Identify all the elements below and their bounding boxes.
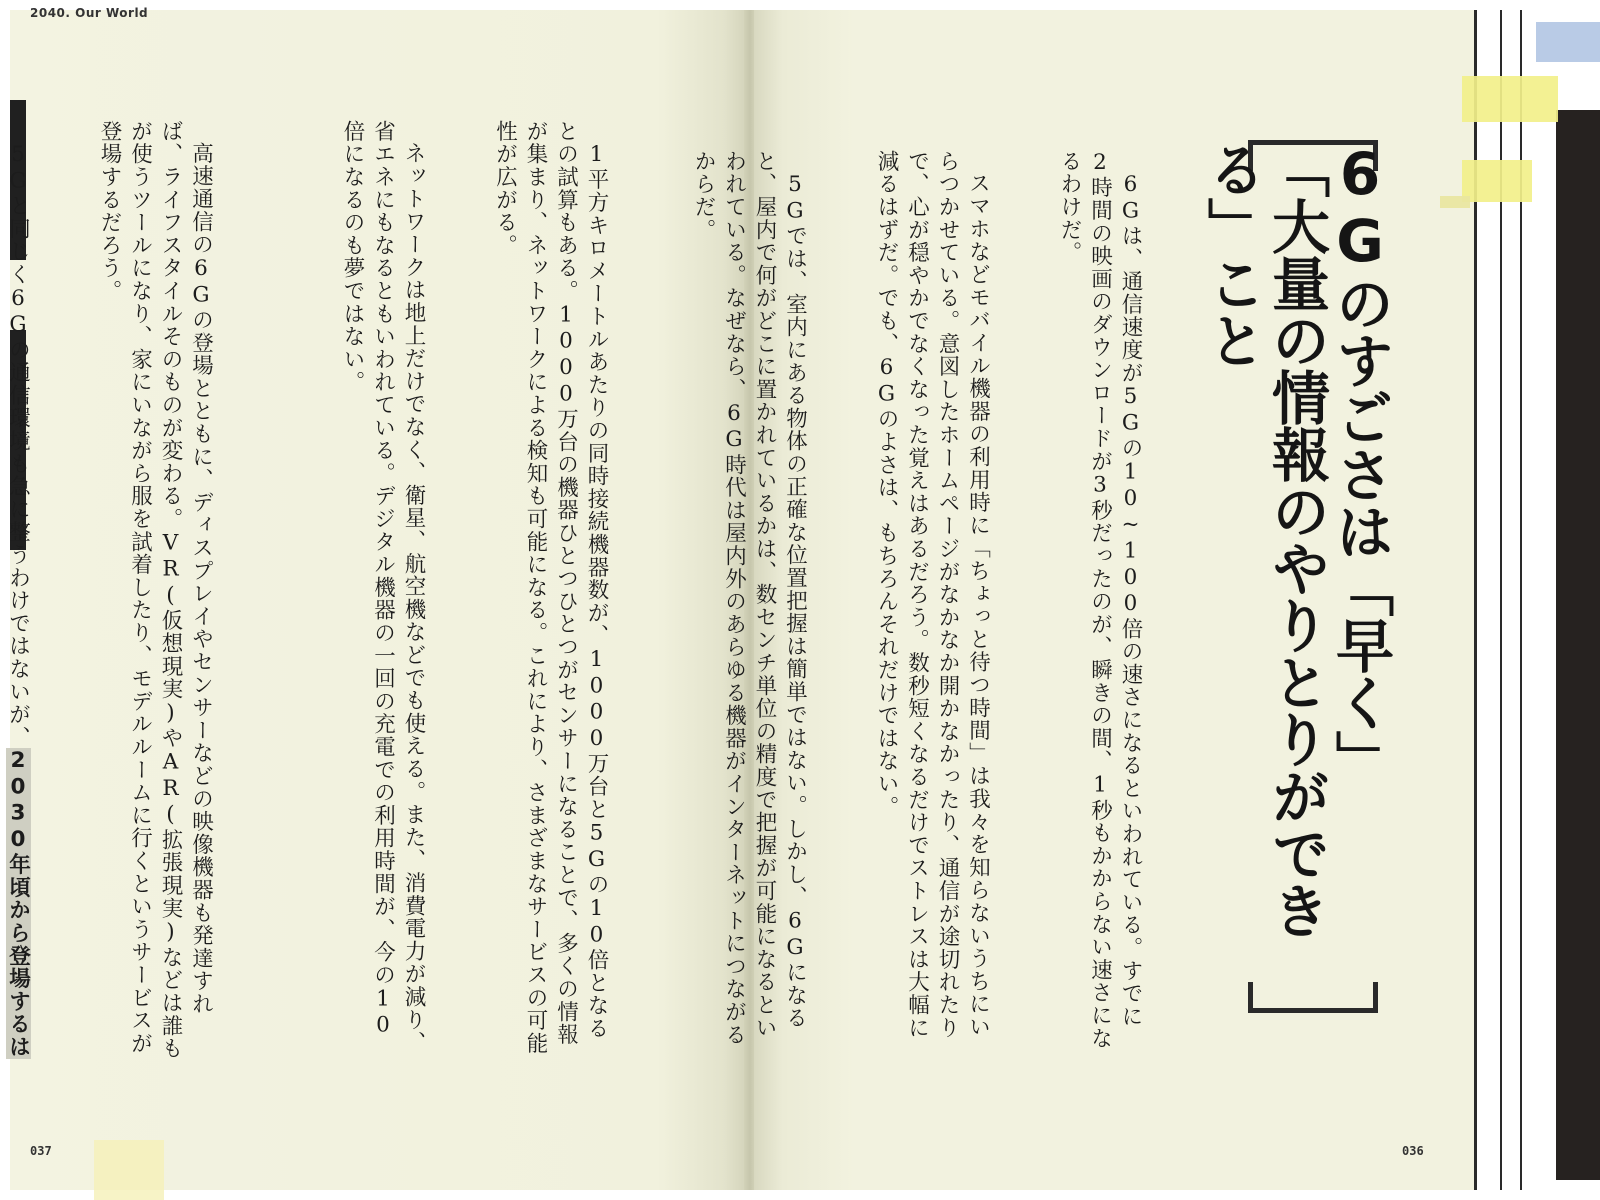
left-page-body [5, 120, 672, 1060]
left-paragraph: 高速通信の6Gの登場とともに、ディスプレイやセンサーなどの映像機器も発達すれば、ライフスタイルそのものが変わる。VR(仮想現実)やAR(拡張現実)などは誰もが使うツールになり、家にいながら服を試着したり、モデルルームに行くというサービスが登場するだろう。 [97, 120, 214, 1060]
left-paragraph: ネットワークは地上だけでなく、衛星、航空機などでも使える。また、消費電力が減り、省エネにもなるともいわれている。デジタル機器の一回の充電での利用時間が、今の10倍になるのも夢ではない。 [340, 120, 426, 1054]
sticky-tab-yellow [1462, 160, 1532, 202]
sticky-tab-yellow [1440, 196, 1470, 208]
dark-background [1556, 110, 1600, 1180]
right-page-body [691, 150, 1206, 1050]
page-number-left: 037 [30, 1144, 52, 1158]
highlighted-text: 2030年頃から登場するは [0, 120, 31, 1059]
sticky-tab-blue [1536, 22, 1600, 62]
right-paragraph: 6Gは、通信速度が5Gの10~100倍の速さになるといわれている。すでに2時間の映画のダウンロードが3秒だったのが、瞬きの間、1秒もかからない速さになるわけだ。 [1057, 150, 1143, 1050]
left-paragraph: 1平方キロメートルあたりの同時接続機器数が、1000万台と5Gの10倍となるとの試算もある。1000万台の機器ひとつひとつがセンサーになることで、多くの情報が集まり、ネットワークによる検知も可能になる。これにより、さまざまなサービスの可能性が広がる。 [492, 120, 609, 1055]
left-paragraph-highlight [0, 120, 33, 1060]
headline-line-2: 「大量の情報のやりとりができる」こと [1198, 140, 1330, 938]
left-paragraph-text: 5Gと同じく6Gの通信環境も急に整うわけではないが、 [5, 141, 31, 749]
sticky-note [94, 1140, 164, 1200]
headline-bracket-bottom [1248, 982, 1378, 1013]
right-paragraph: 5Gでは、室内にある物体の正確な位置把握は簡単ではない。しかし、6Gになると、屋内で何がどこに置かれているかは、数センチ単位の精度で把握が可能になるといわれている。なぜなら、6G時代は屋内外のあらゆる機器がインターネットにつながるからだ。 [691, 150, 808, 1047]
headline-line-1: 6Gのすごさは「早く」 [1326, 140, 1394, 787]
running-header: 2040. Our World [30, 6, 149, 20]
page-number-right: 036 [1402, 1144, 1424, 1158]
right-paragraph: スマホなどモバイル機器の利用時に「ちょっと待つ時間」は我々を知らないうちにいらつかせている。意図したホームページがなかなか開かなかったり、通信が途切れたりで、心が穏やかでなくなった覚えはあるだろう。数秒短くなるだけでストレスは大幅に減るはずだ。でも、6Gのよさは、もちろんそれだけではない。 [874, 150, 991, 1040]
headline [1198, 140, 1394, 1020]
sticky-tab-yellow [1462, 76, 1558, 122]
